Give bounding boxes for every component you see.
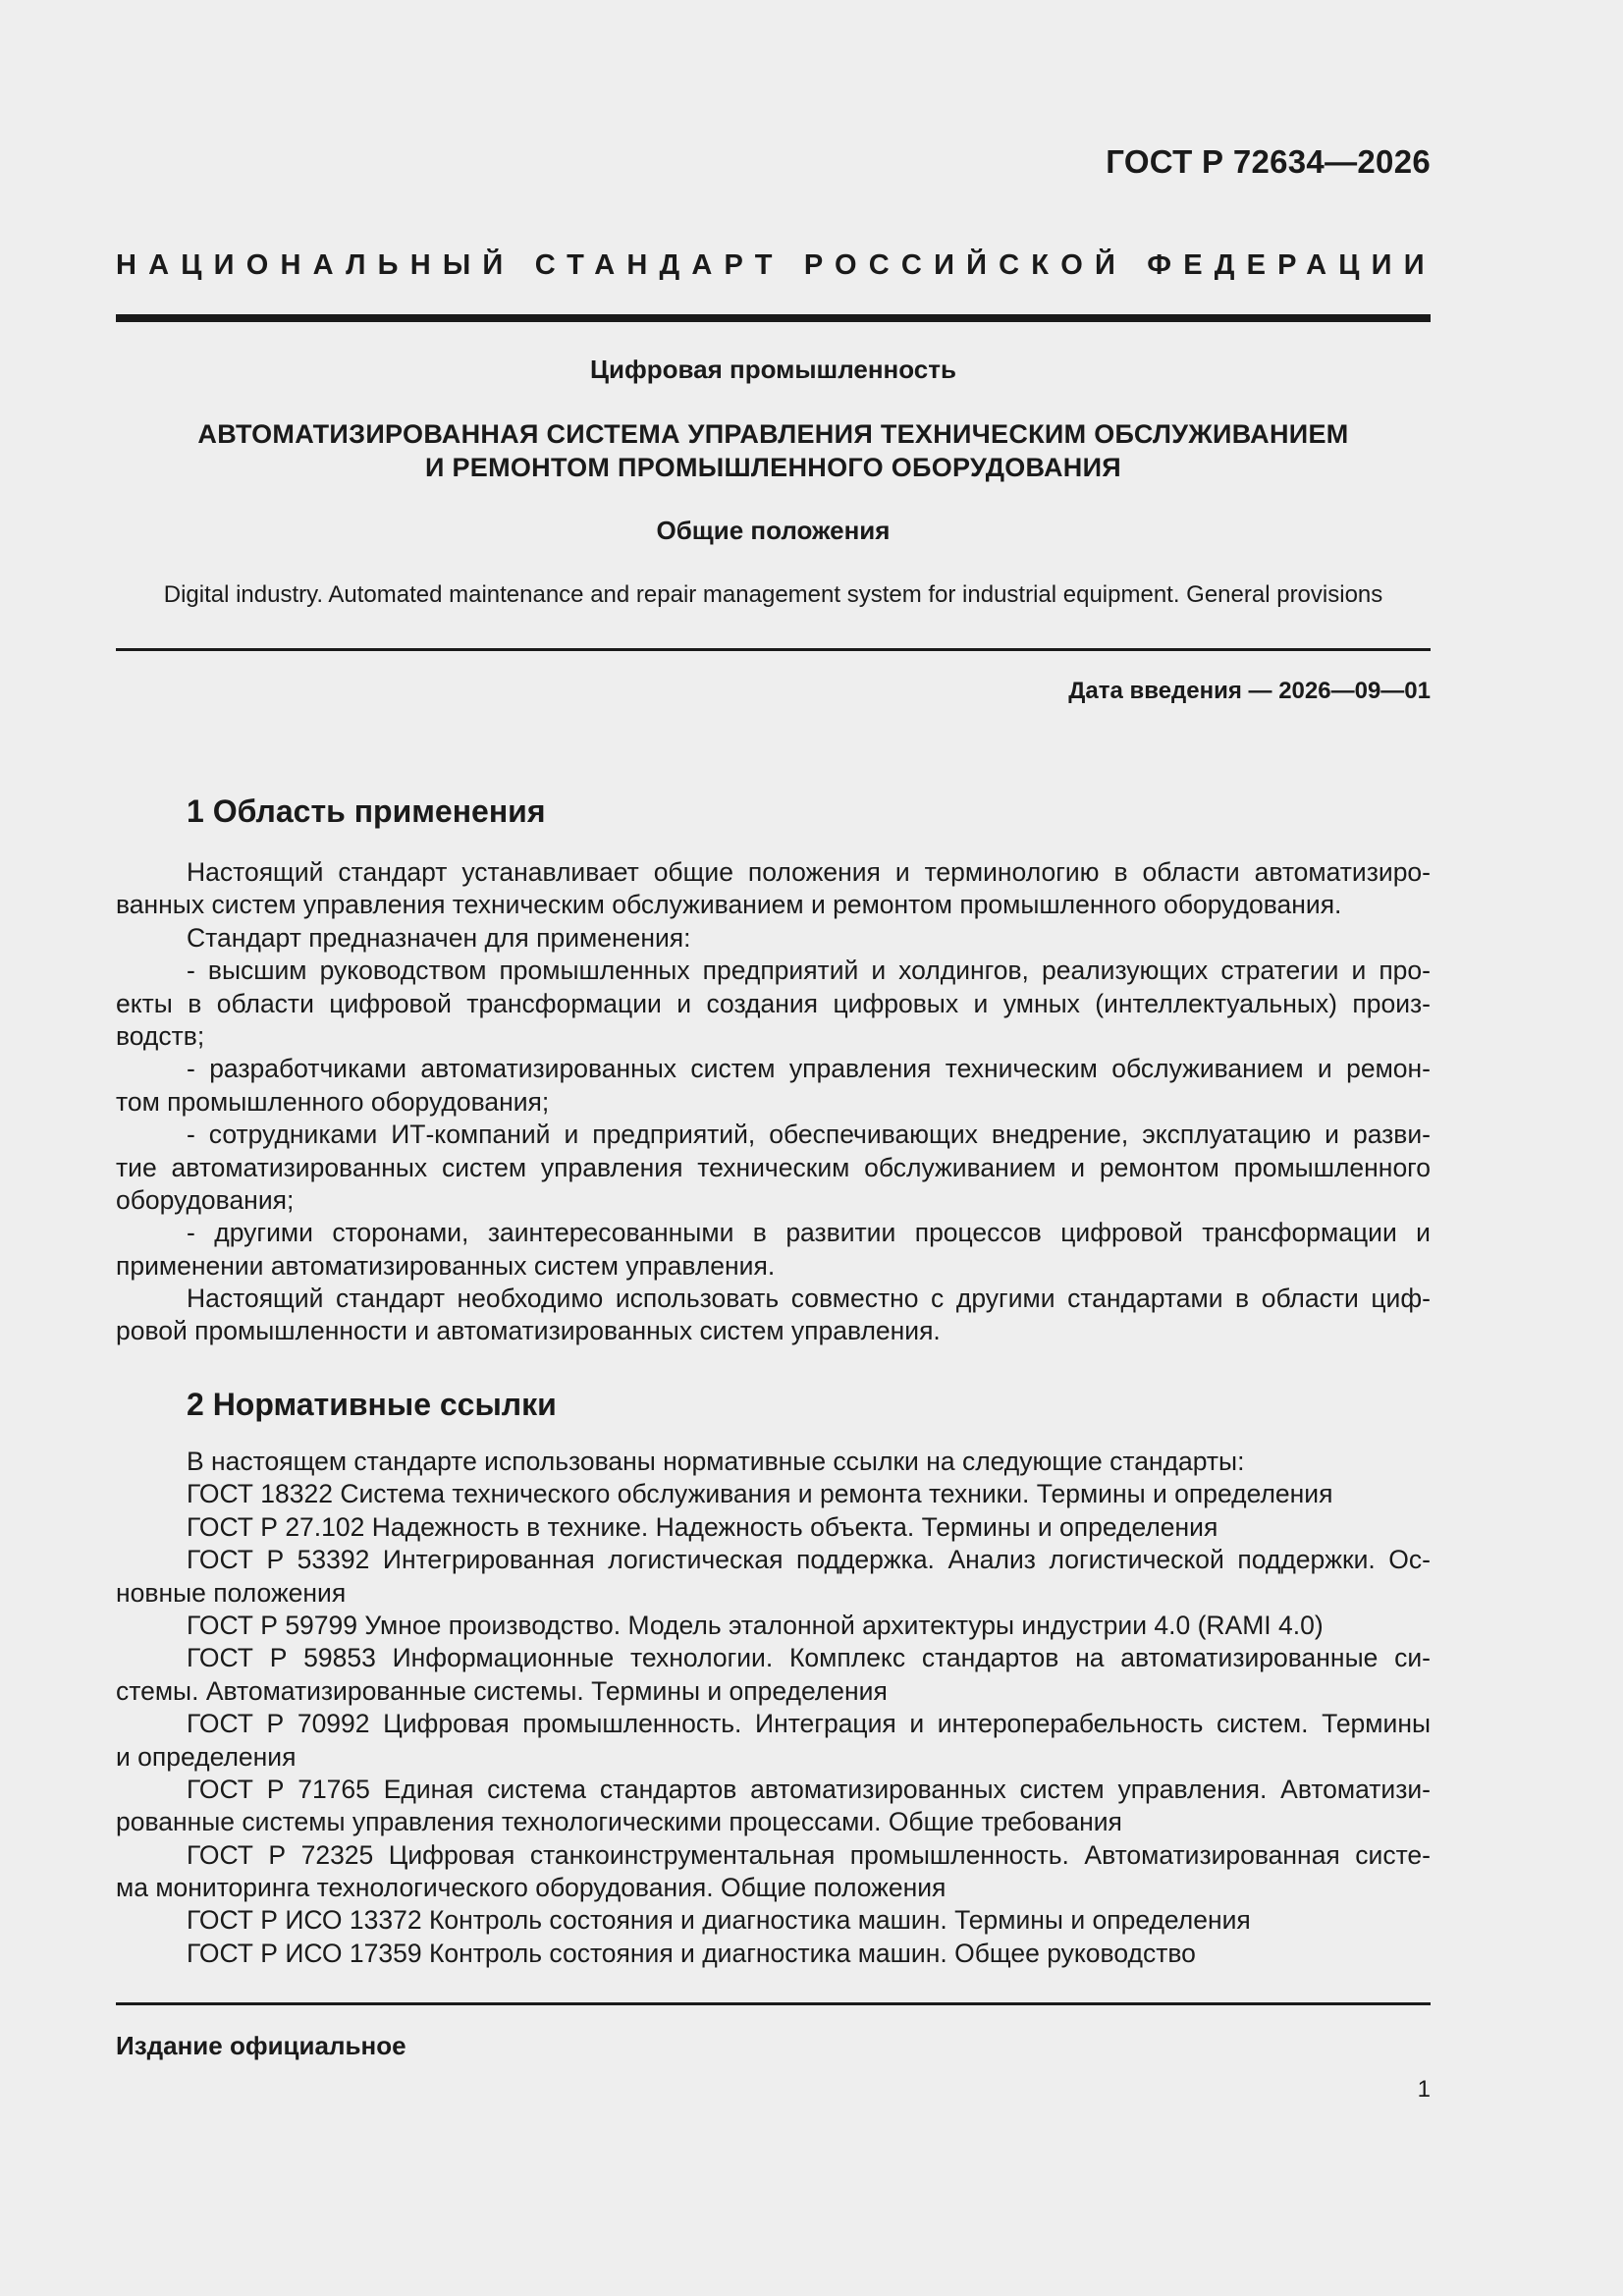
reference-line: ма мониторинга технологического оборудования. Общие положения: [116, 1873, 947, 1903]
reference-line: рованные системы управления технологическими процессами. Общие требования: [116, 1807, 1122, 1837]
reference-line: ГОСТ Р 53392 Интегрированная логистическая поддержка. Анализ логистической поддержки. Ос-: [187, 1545, 1431, 1575]
paragraph-line: В настоящем стандарте использованы нормативные ссылки на следующие стандарты:: [187, 1447, 1245, 1476]
section-1-heading: 1 Область применения: [187, 793, 546, 829]
paragraph-line: Настоящий стандарт необходимо использовать совместно с другими стандартами в области циф-: [187, 1284, 1431, 1314]
reference-line: ГОСТ Р 59799 Умное производство. Модель эталонной архитектуры индустрии 4.0 (RAMI 4.0): [187, 1610, 1324, 1640]
edition-label: Издание официальное: [116, 2031, 406, 2060]
paragraph-line: Настоящий стандарт устанавливает общие положения и терминологию в области автоматизиро-: [187, 857, 1431, 887]
standard-code: ГОСТ Р 72634—2026: [1106, 143, 1431, 180]
list-item-line: оборудования;: [116, 1184, 295, 1215]
reference-line: стемы. Автоматизированные системы. Термины и определения: [116, 1675, 888, 1706]
list-item-line: водств;: [116, 1020, 205, 1051]
reference-line: ГОСТ Р 59853 Информационные технологии. Комплекс стандартов на автоматизированные си-: [187, 1643, 1431, 1673]
document-subtitle: Общие положения: [656, 516, 891, 545]
section-2-heading: 2 Нормативные ссылки: [187, 1387, 557, 1422]
list-item-line: применении автоматизированных систем управления.: [116, 1250, 776, 1281]
list-item-line: - сотрудниками ИТ-компаний и предприятий, обеспечивающих внедрение, эксплуатацию и разви-: [187, 1120, 1431, 1150]
list-item-line: том промышленного оборудования;: [116, 1086, 550, 1117]
introduction-date: Дата введения — 2026—09—01: [1068, 678, 1431, 704]
section-1-body: [116, 856, 1431, 1348]
list-item-line: - высшим руководством промышленных предприятий и холдингов, реализующих стратегии и про-: [187, 956, 1431, 986]
header-rule: [116, 314, 1431, 322]
title-rule: [116, 648, 1431, 651]
page-number: 1: [1417, 2076, 1431, 2103]
reference-line: ГОСТ Р ИСО 17359 Контроль состояния и диагностика машин. Общее руководство: [187, 1938, 1196, 1968]
title-line-1: АВТОМАТИЗИРОВАННАЯ СИСТЕМА УПРАВЛЕНИЯ ТЕХНИЧЕСКИМ ОБСЛУЖИВАНИЕМ: [197, 419, 1349, 449]
paragraph-line: ровой промышленности и автоматизированных систем управления.: [116, 1316, 941, 1346]
paragraph-line: ванных систем управления техническим обслуживанием и ремонтом промышленного оборудования.: [116, 890, 1342, 920]
list-item-line: - другими сторонами, заинтересованными в развитии процессов цифровой трансформации и: [187, 1218, 1431, 1248]
english-title: Digital industry. Automated maintenance and repair management system for industrial equipment. General provisions: [163, 581, 1383, 608]
subject-line: Цифровая промышленность: [590, 355, 956, 384]
paragraph-line: Стандарт предназначен для применения:: [187, 922, 691, 953]
reference-line: ГОСТ Р ИСО 13372 Контроль состояния и диагностика машин. Термины и определения: [187, 1905, 1251, 1936]
list-item-line: екты в области цифровой трансформации и создания цифровых и умных (интеллектуальных) произ-: [116, 988, 1431, 1018]
list-item-line: тие автоматизированных систем управления техническим обслуживанием и ремонтом промышленного: [116, 1152, 1431, 1182]
reference-line: ГОСТ Р 72325 Цифровая станкоинструментальная промышленность. Автоматизированная систе-: [187, 1839, 1431, 1870]
reference-line: ГОСТ 18322 Система технического обслуживания и ремонта техники. Термины и определения: [187, 1479, 1333, 1509]
section-2-body: [116, 1446, 1431, 1970]
footer-rule: [116, 2002, 1431, 2005]
title-line-2: И РЕМОНТОМ ПРОМЫШЛЕННОГО ОБОРУДОВАНИЯ: [424, 453, 1122, 482]
reference-line: ГОСТ Р 27.102 Надежность в технике. Надежность объекта. Термины и определения: [187, 1511, 1218, 1542]
reference-line: новные положения: [116, 1577, 347, 1608]
list-item-line: - разработчиками автоматизированных систем управления техническим обслуживанием и ремон-: [187, 1054, 1431, 1084]
reference-line: ГОСТ Р 71765 Единая система стандартов автоматизированных систем управления. Автоматизи-: [187, 1774, 1431, 1804]
document-title: [116, 417, 1431, 484]
national-standard-heading: НАЦИОНАЛЬНЫЙ СТАНДАРТ РОССИЙСКОЙ ФЕДЕРАЦИИ: [116, 249, 1436, 281]
reference-line: и определения: [116, 1741, 297, 1772]
reference-line: ГОСТ Р 70992 Цифровая промышленность. Интеграция и интероперабельность систем. Термины: [187, 1709, 1431, 1739]
